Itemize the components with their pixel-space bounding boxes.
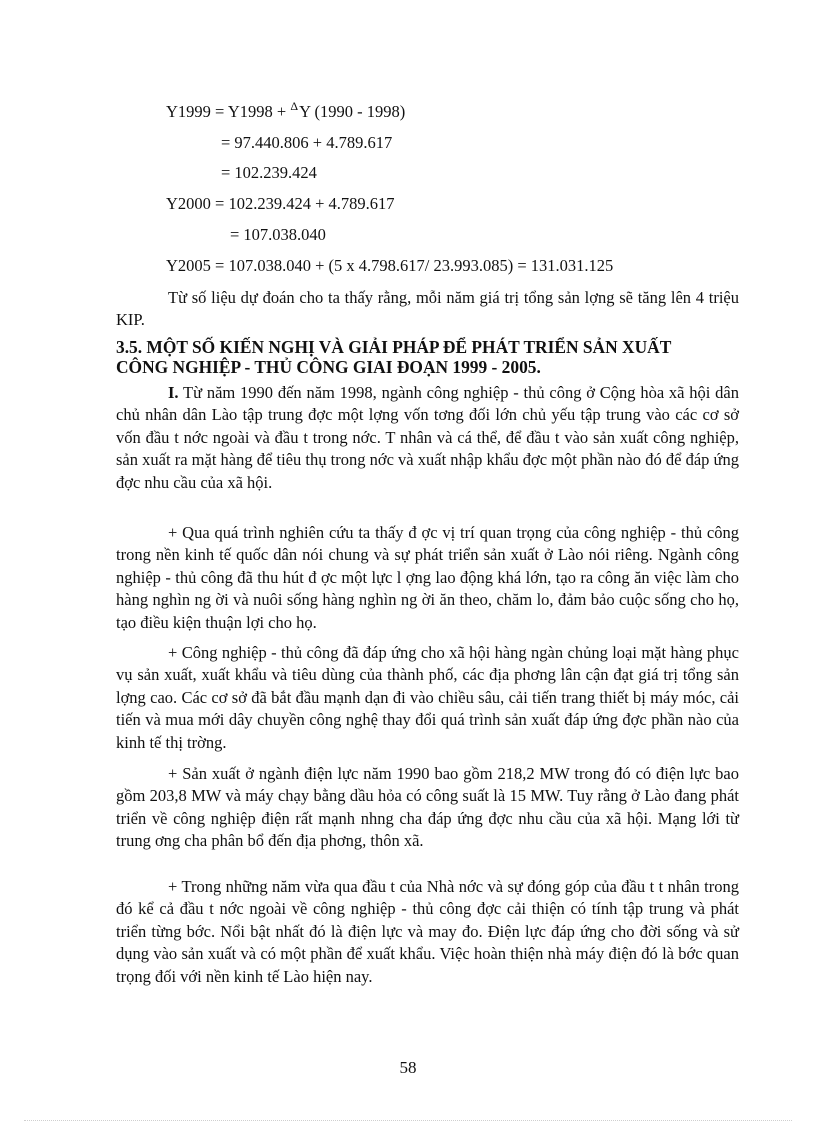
delta-symbol: Δ	[290, 99, 299, 113]
equation-y1999	[166, 99, 406, 123]
paragraph-1-text: Từ năm 1990 đến năm 1998, ngành công nghiệp - thủ công ở Cộng hòa xã hội dân chủ nhân dân Lào tập trung đợc một lợng vốn tơng đối lớn chủ yếu tập trung vào các cơ sở vốn đầu t nớc ngoài và đầu t trong nớc. T nhân và cá thể, để đầu t vào sản xuất công nghiệp, sản xuất ra mặt hàng để tiêu thụ trong nớc và xuất nhập khẩu đợc một phần nào đó để đáp ứng đợc nhu cầu của xã hội.	[116, 383, 739, 492]
paragraph-4: + Sản xuất ở ngành điện lực năm 1990 bao gồm 218,2 MW trong đó có điện lực bao gồm 203,8 MW và máy chạy bằng dầu hỏa có công suất là 15 MW. Tuy rằng ở Lào đang phát triển về công nghiệp điện rất mạnh nhng cha đáp ứng đợc nhu cầu của xã hội. Mạng lới từ trung ơng cha phân bổ đến địa phơng, thôn xã.	[116, 764, 739, 851]
page-bottom-rule	[24, 1120, 792, 1121]
equation-y1999-prefix: Y1999 = Y1998 +	[166, 102, 291, 121]
paragraph-3: + Công nghiệp - thủ công đã đáp ứng cho xã hội hàng ngàn chủng loại mặt hàng phục vụ sản xuất, xuất khẩu và tiêu dùng của thành phố, các địa phơng lân cận đạt giá trị tổng sản lợng cao. Các cơ sở đã bắt đầu mạnh dạn đi vào chiều sâu, cải tiến trang thiết bị máy móc, cải tiến và mua mới dây chuyền công nghệ thay đổi quá trình sản xuất đáp ứng đợc phần nào của kinh tế thị trờng.	[116, 643, 739, 752]
equation-y2000-step2: = 107.038.040	[230, 225, 326, 244]
paragraph-5: + Trong những năm vừa qua đầu t của Nhà nớc và sự đóng góp của đầu t t nhân trong đó kể cả đầu t nớc ngoài về công nghiệp - thủ công đợc cải thiện có tính tập trung và phát triển từng bớc. Nổi bật nhất đó là điện lực và may đo. Điện lực đáp ứng cho đời sống và sử dụng vào sản xuất và có một phần để xuất khẩu. Việc hoàn thiện nhà máy điện đó là bớc quan trọng đối với nền kinh tế Lào hiện nay.	[116, 877, 739, 986]
paragraph-2: + Qua quá trình nghiên cứu ta thấy đ ợc vị trí quan trọng của công nghiệp - thủ công trong nền kinh tế quốc dân nói chung và sự phát triển sản xuất ở Lào nói riêng. Ngành công nghiệp - thủ công đã thu hút đ ợc một lực l ợng lao động khá lớn, tạo ra công ăn việc làm cho hàng nghìn ng ời và nuôi sống hàng nghìn ng ời ăn theo, chăm lo, đảm bảo cuộc sống cho họ, tạo điều kiện thuận lợi cho họ.	[116, 523, 739, 632]
section-heading-line1: 3.5. MỘT SỐ KIẾN NGHỊ VÀ GIẢI PHÁP ĐỂ PHÁT TRIỂN SẢN XUẤT	[116, 337, 672, 357]
equation-y1999-suffix: Y (1990 - 1998)	[299, 102, 406, 121]
intro-paragraph: Từ số liệu dự đoán cho ta thấy rằng, mỗi năm giá trị tổng sản lợng sẽ tăng lên 4 triệu KIP.	[116, 288, 739, 330]
paragraph-1-lead: I.	[168, 383, 179, 402]
page-number: 58	[399, 1058, 417, 1077]
equation-y1999-step3: = 102.239.424	[221, 163, 317, 182]
paragraph-1	[116, 382, 739, 494]
equation-y2000: Y2000 = 102.239.424 + 4.789.617	[166, 194, 395, 213]
section-heading-line2: CÔNG NGHIỆP - THỦ CÔNG GIAI ĐOẠN 1999 - 2005.	[116, 357, 541, 377]
equation-y1999-step2: = 97.440.806 + 4.789.617	[221, 133, 393, 152]
equation-y2005: Y2005 = 107.038.040 + (5 x 4.798.617/ 23.993.085) = 131.031.125	[166, 256, 614, 275]
section-heading	[116, 337, 742, 377]
